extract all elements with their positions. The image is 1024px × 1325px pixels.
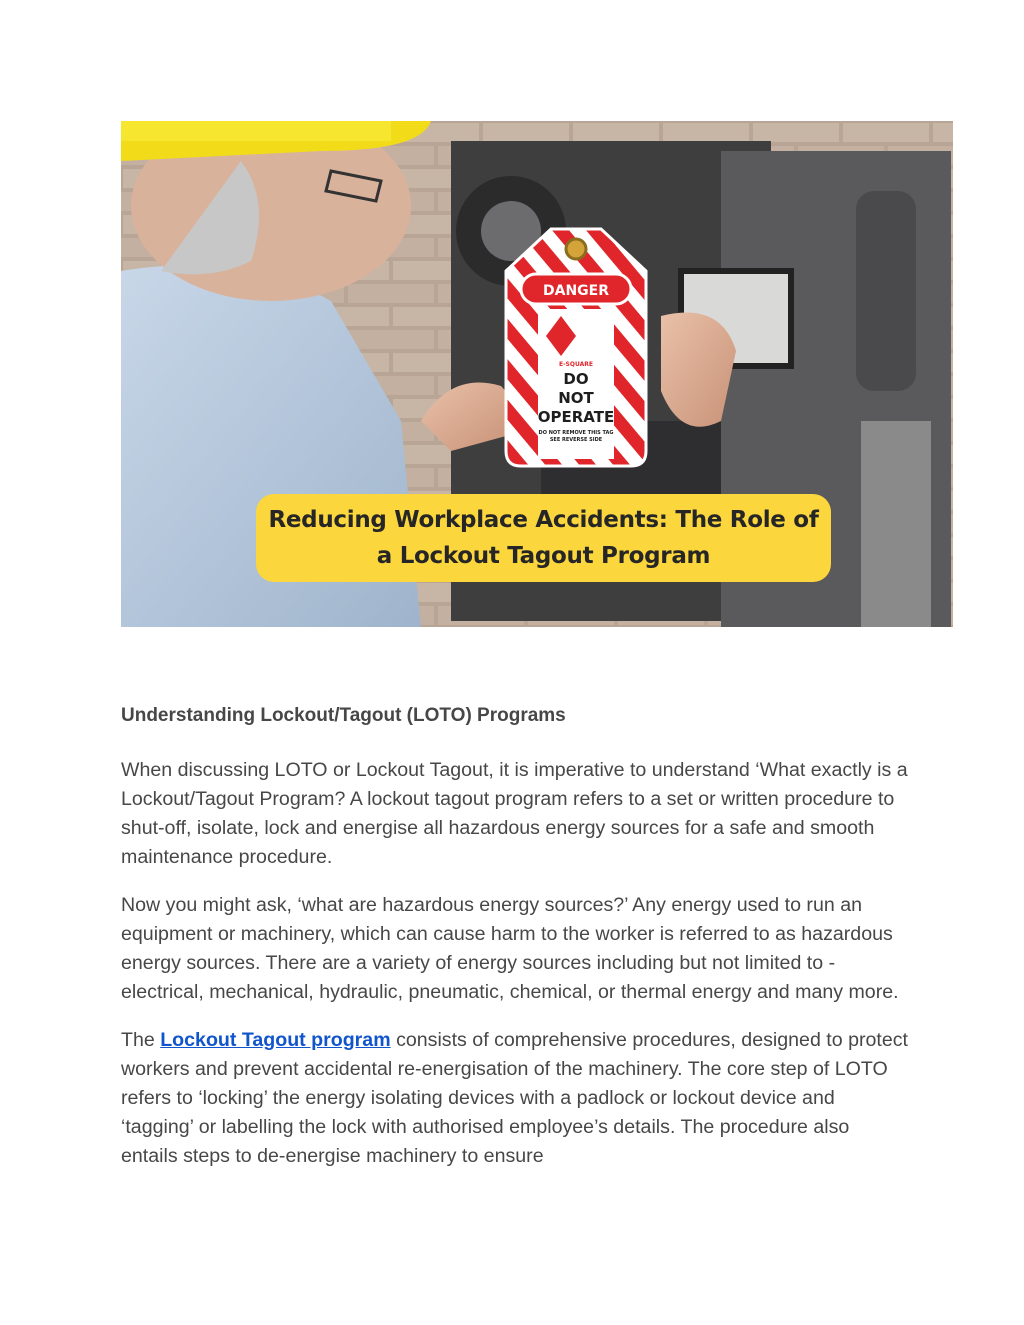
tag-line-3: OPERATE xyxy=(537,408,615,426)
article-body xyxy=(121,700,911,1190)
hero-caption xyxy=(256,494,831,582)
tag-line-1: DO xyxy=(563,370,589,388)
section-heading: Understanding Lockout/Tagout (LOTO) Programs xyxy=(121,705,566,726)
paragraph-3 xyxy=(121,1026,911,1171)
tag-line-2: NOT xyxy=(558,389,594,407)
tag-small-2: SEE REVERSE SIDE xyxy=(549,437,603,443)
hero-caption-line-1: Reducing Workplace Accidents: The Role of xyxy=(268,507,819,533)
paragraph-3-prefix: The xyxy=(121,1029,161,1051)
tag-footer: E-SQUARE Alliance (P) Ltd., Delhi xyxy=(538,449,614,454)
danger-tag xyxy=(506,229,646,466)
paragraph-3-rest: consists of comprehensive procedures, designed to protect workers and prevent accidental re-energisation of the machinery. The core step of LOTO refers to ‘locking’ the energy isolating devices with a padlock or lockout device and ‘tagging’ or labelling the lock with authorised employee’s details. The procedure also entails steps to de-energise machinery to ensure xyxy=(121,1029,908,1167)
hero-caption-line-2: a Lockout Tagout Program xyxy=(376,543,711,569)
paragraph-1: When discussing LOTO or Lockout Tagout, it is imperative to understand ‘What exactly is a Lockout/Tagout Program? A lockout tagout program refers to a set or written procedure to shut-off, isolate, lock and energise all hazardous energy sources for a safe and smooth maintenance procedure. xyxy=(121,759,908,868)
paragraph-2: Now you might ask, ‘what are hazardous energy sources?’ Any energy used to run an equipment or machinery, which can cause harm to the worker is referred to as hazardous energy sources. There are a variety of energy sources including but not limited to - electrical, mechanical, hydraulic, pneumatic, chemical, or thermal energy and many more. xyxy=(121,894,899,1003)
tag-small-1: DO NOT REMOVE THIS TAG xyxy=(538,430,614,436)
tag-brand: E-SQUARE xyxy=(558,361,594,368)
tag-header: DANGER xyxy=(542,283,610,299)
hero-image xyxy=(121,121,953,627)
lockout-tagout-program-link[interactable]: Lockout Tagout program xyxy=(160,1029,391,1051)
